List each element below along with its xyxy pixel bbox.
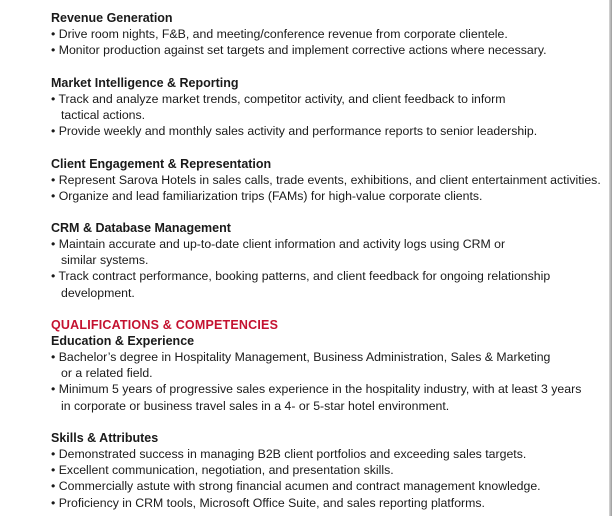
section-crm-database <box>51 220 603 301</box>
bullet-line: • Represent Sarova Hotels in sales calls, trade events, exhibitions, and client entertainment activities. <box>51 173 601 187</box>
section-revenue-generation <box>51 10 603 58</box>
bullet-line: • Organize and lead familiarization trips (FAMs) for high-value corporate clients. <box>51 189 483 204</box>
education-heading: Education & Experience <box>51 334 195 348</box>
bullet-line: • Provide weekly and monthly sales activity and performance reports to senior leadership. <box>51 124 538 139</box>
section-heading: Revenue Generation <box>51 11 173 25</box>
skills-heading: Skills & Attributes <box>51 431 159 445</box>
bullet-line: • Track and analyze market trends, competitor activity, and client feedback to inform <box>51 92 506 106</box>
bullet-line: • Maintain accurate and up-to-date client information and activity logs using CRM or <box>51 237 506 251</box>
bullet-continuation: similar systems. <box>61 253 149 268</box>
bullet-continuation: or a related field. <box>61 366 153 381</box>
bullet-line: • Commercially astute with strong financial acumen and contract management knowledge. <box>51 479 541 494</box>
section-heading: Client Engagement & Representation <box>51 157 272 171</box>
bullet-line: • Minimum 5 years of progressive sales experience in the hospitality industry, with at least 3 years <box>51 382 582 397</box>
bullet-continuation: tactical actions. <box>61 108 146 123</box>
section-market-intelligence <box>51 75 603 140</box>
bullet-line: • Demonstrated success in managing B2B client portfolios and exceeding sales targets. <box>51 447 527 461</box>
section-client-engagement <box>51 156 603 204</box>
section-heading: CRM & Database Management <box>51 221 231 235</box>
bullet-continuation: development. <box>61 285 135 300</box>
section-skills-attributes <box>51 430 603 511</box>
section-qualifications <box>51 317 603 414</box>
bullet-line: • Proficiency in CRM tools, Microsoft Office Suite, and sales reporting platforms. <box>51 495 485 510</box>
section-heading: Market Intelligence & Reporting <box>51 76 239 90</box>
bullet-line: • Drive room nights, F&B, and meeting/conference revenue from corporate clientele. <box>51 27 508 41</box>
bullet-line: • Monitor production against set targets and implement corrective actions where necessary. <box>51 43 547 58</box>
bullet-continuation: in corporate or business travel sales in a 4- or 5-star hotel environment. <box>61 398 450 413</box>
bullet-line: • Excellent communication, negotiation, and presentation skills. <box>51 463 394 478</box>
bullet-line: • Bachelor’s degree in Hospitality Management, Business Administration, Sales & Marketing <box>51 350 551 364</box>
bullet-line: • Track contract performance, booking patterns, and client feedback for ongoing relationship <box>51 269 551 284</box>
qualifications-title: QUALIFICATIONS & COMPETENCIES <box>51 318 279 332</box>
